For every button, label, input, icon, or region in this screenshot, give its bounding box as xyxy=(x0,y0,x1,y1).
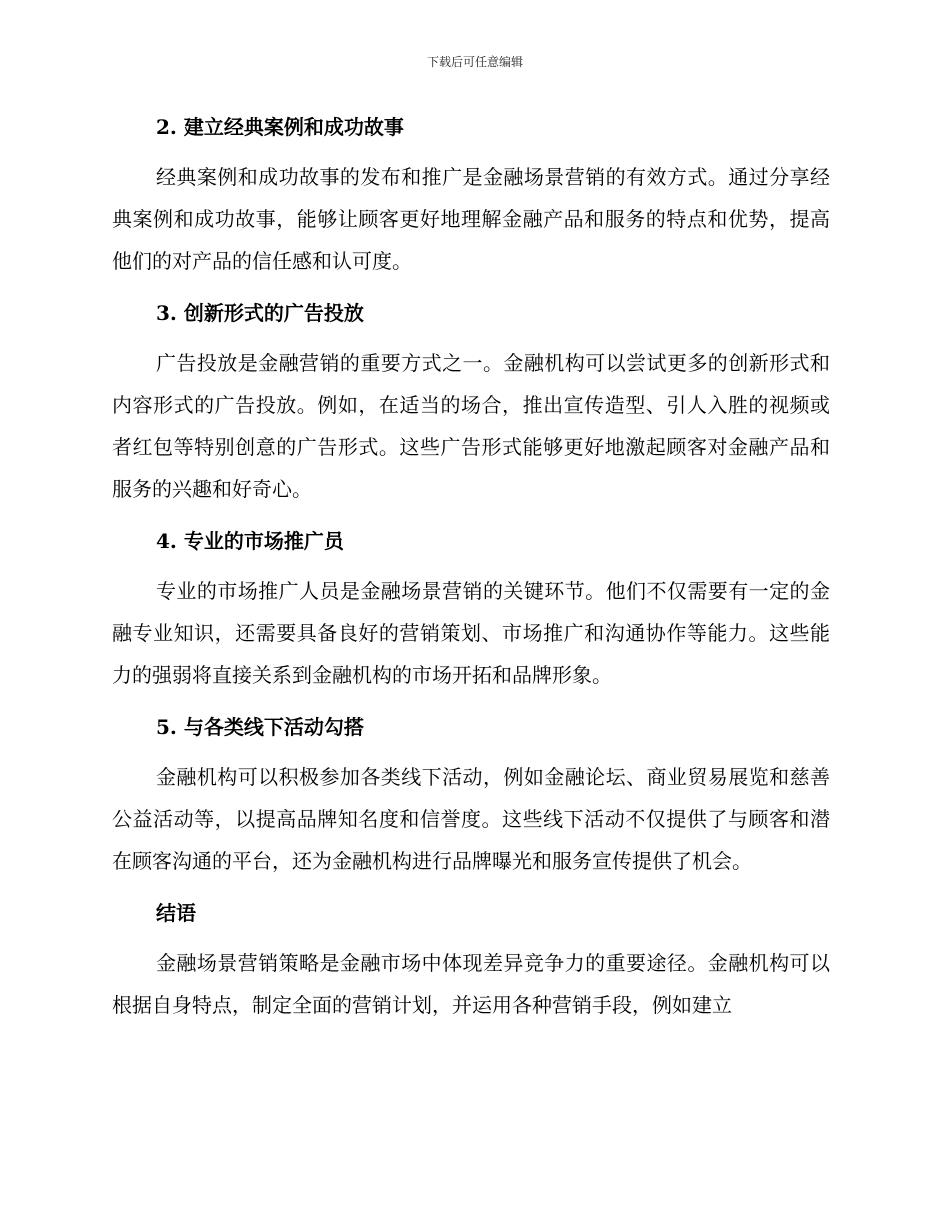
conclusion-heading: 结语 xyxy=(156,901,196,925)
section-paragraph: 经典案例和成功故事的发布和推广是金融场景营销的有效方式。通过分享经典案例和成功故事，能够让顾客更好地理解金融产品和服务的特点和优势，提高他们的对产品的信任感和认可度。 xyxy=(112,165,830,273)
conclusion-paragraph: 金融场景营销策略是金融市场中体现差异竞争力的重要途径。金融机构可以根据自身特点，制定全面的营销计划，并运用各种营销手段，例如建立 xyxy=(112,951,830,1017)
section-paragraph: 广告投放是金融营销的重要方式之一。金融机构可以尝试更多的创新形式和内容形式的广告投放。例如，在适当的场合，推出宣传造型、引人入胜的视频或者红包等特别创意的广告形式。这些广告形式能够更好地激起顾客对金融产品和服务的兴趣和好奇心。 xyxy=(112,351,830,501)
section-heading: 2. 建立经典案例和成功故事 xyxy=(156,115,404,139)
section-heading: 5. 与各类线下活动勾搭 xyxy=(156,715,364,739)
section-heading: 3. 创新形式的广告投放 xyxy=(156,301,364,325)
section-paragraph: 专业的市场推广人员是金融场景营销的关键环节。他们不仅需要有一定的金融专业知识，还需要具备良好的营销策划、市场推广和沟通协作等能力。这些能力的强弱将直接关系到金融机构的市场开拓和品牌形象。 xyxy=(112,579,830,687)
document-body xyxy=(112,106,830,1036)
section-paragraph: 金融机构可以积极参加各类线下活动，例如金融论坛、商业贸易展览和慈善公益活动等，以提高品牌知名度和信誉度。这些线下活动不仅提供了与顾客和潜在顾客沟通的平台，还为金融机构进行品牌曝光和服务宣传提供了机会。 xyxy=(112,765,830,873)
section-heading: 4. 专业的市场推广员 xyxy=(156,529,344,553)
page-header: 下载后可任意编辑 xyxy=(426,55,523,69)
